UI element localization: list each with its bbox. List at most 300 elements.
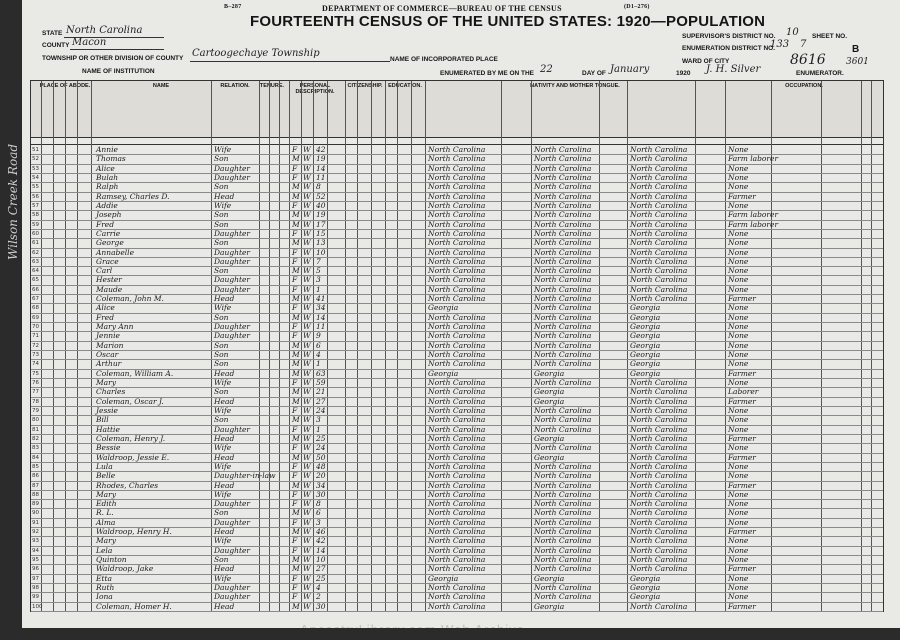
age-cell: 27 bbox=[316, 396, 326, 406]
enumerated-label: ENUMERATED BY ME ON THE bbox=[440, 70, 535, 77]
occupation-cell: None bbox=[728, 238, 749, 248]
father-birthplace-cell: Georgia bbox=[534, 433, 565, 443]
sex-cell: M bbox=[292, 368, 300, 378]
sex-cell: M bbox=[292, 415, 300, 425]
person-name: Arthur bbox=[96, 359, 122, 369]
sex-cell: M bbox=[292, 210, 300, 220]
person-name: Oscar bbox=[96, 350, 119, 360]
person-name: Mary bbox=[96, 536, 116, 546]
person-name: Coleman, Oscar J. bbox=[96, 396, 164, 406]
section-personal: PERSONAL DESCRIPTION. bbox=[295, 83, 335, 95]
section-tenure: TENURE. bbox=[259, 83, 285, 89]
race-cell: W bbox=[303, 322, 311, 332]
relation-cell: Wife bbox=[214, 303, 232, 313]
mother-birthplace-cell: North Carolina bbox=[630, 471, 688, 481]
mother-birthplace-cell: North Carolina bbox=[630, 191, 688, 201]
age-cell: 24 bbox=[316, 405, 326, 415]
line-number: 84 bbox=[32, 454, 39, 461]
relation-cell: Son bbox=[214, 555, 229, 565]
father-birthplace-cell: North Carolina bbox=[534, 228, 592, 238]
age-cell: 3 bbox=[316, 275, 321, 285]
line-number: 63 bbox=[32, 258, 39, 265]
column-rule bbox=[345, 81, 346, 611]
father-birthplace-cell: North Carolina bbox=[534, 256, 592, 266]
father-birthplace-cell: North Carolina bbox=[534, 415, 592, 425]
occupation-cell: Farmer bbox=[728, 433, 756, 443]
age-cell: 30 bbox=[316, 489, 326, 499]
race-cell: W bbox=[303, 266, 311, 276]
age-cell: 4 bbox=[316, 350, 321, 360]
sex-cell: M bbox=[292, 396, 300, 406]
age-cell: 14 bbox=[316, 545, 326, 555]
section-occupation: OCCUPATION. bbox=[785, 83, 823, 89]
mother-birthplace-cell: North Carolina bbox=[630, 396, 688, 406]
line-number: 60 bbox=[32, 230, 39, 237]
birthplace-cell: Georgia bbox=[428, 368, 459, 378]
birthplace-cell: North Carolina bbox=[428, 145, 486, 154]
father-birthplace-cell: North Carolina bbox=[534, 182, 592, 192]
column-rule bbox=[501, 81, 502, 611]
occupation-cell: Farm laborer bbox=[728, 219, 779, 229]
line-number: 79 bbox=[32, 407, 39, 414]
column-rule bbox=[211, 81, 212, 611]
age-cell: 1 bbox=[316, 284, 321, 294]
county-label: COUNTY bbox=[42, 42, 70, 49]
line-number: 99 bbox=[32, 594, 39, 601]
line-number: 93 bbox=[32, 538, 39, 545]
person-name: Mary bbox=[96, 378, 116, 387]
birthplace-cell: North Carolina bbox=[428, 200, 486, 210]
census-grid bbox=[30, 80, 884, 612]
occupation-cell: None bbox=[728, 443, 749, 453]
sex-cell: F bbox=[292, 284, 298, 294]
relation-cell: Daughter bbox=[214, 583, 250, 593]
relation-cell: Daughter bbox=[214, 517, 250, 527]
father-birthplace-cell: Georgia bbox=[534, 396, 565, 406]
person-name: Rhodes, Charles bbox=[96, 480, 159, 490]
mother-birthplace-cell: North Carolina bbox=[630, 200, 688, 210]
supervisor-label: SUPERVISOR'S DISTRICT NO. bbox=[682, 33, 776, 40]
line-number: 78 bbox=[32, 398, 39, 405]
person-name: Ramsey, Charles D. bbox=[96, 191, 170, 201]
age-cell: 9 bbox=[316, 331, 321, 341]
column-rule bbox=[627, 81, 628, 611]
father-birthplace-cell: North Carolina bbox=[534, 443, 592, 453]
line-number: 92 bbox=[32, 529, 39, 536]
sex-cell: M bbox=[292, 452, 300, 462]
age-cell: 19 bbox=[316, 154, 326, 164]
age-cell: 20 bbox=[316, 471, 326, 481]
birthplace-cell: North Carolina bbox=[428, 405, 486, 415]
father-birthplace-cell: North Carolina bbox=[534, 350, 592, 360]
race-cell: W bbox=[303, 508, 311, 518]
line-number: 76 bbox=[32, 380, 39, 386]
race-cell: W bbox=[303, 284, 311, 294]
age-cell: 1 bbox=[316, 359, 321, 369]
birthplace-cell: North Carolina bbox=[428, 275, 486, 285]
father-birthplace-cell: North Carolina bbox=[534, 424, 592, 434]
race-cell: W bbox=[303, 573, 311, 583]
father-birthplace-cell: North Carolina bbox=[534, 331, 592, 341]
mother-birthplace-cell: North Carolina bbox=[630, 489, 688, 499]
relation-cell: Son bbox=[214, 266, 229, 276]
age-cell: 1 bbox=[316, 424, 321, 434]
mother-birthplace-cell: North Carolina bbox=[630, 452, 688, 462]
sheet-letter: B bbox=[852, 44, 860, 55]
birthplace-cell: North Carolina bbox=[428, 219, 486, 229]
person-name: Ruth bbox=[96, 583, 115, 593]
race-cell: W bbox=[303, 340, 311, 350]
occupation-cell: None bbox=[728, 583, 749, 593]
relation-cell: Head bbox=[214, 564, 235, 574]
father-birthplace-cell: North Carolina bbox=[534, 172, 592, 182]
occupation-cell: None bbox=[728, 545, 749, 555]
sex-cell: M bbox=[292, 359, 300, 369]
line-number: 91 bbox=[32, 519, 39, 526]
sex-cell: M bbox=[292, 266, 300, 276]
race-cell: W bbox=[303, 387, 311, 397]
sex-cell: M bbox=[292, 564, 300, 574]
mother-birthplace-cell: North Carolina bbox=[630, 284, 688, 294]
relation-cell: Head bbox=[214, 480, 235, 490]
mother-birthplace-cell: North Carolina bbox=[630, 480, 688, 490]
race-cell: W bbox=[303, 228, 311, 238]
relation-cell: Daughter bbox=[214, 284, 250, 294]
father-birthplace-cell: North Carolina bbox=[534, 583, 592, 593]
person-name: Iona bbox=[96, 592, 113, 602]
father-birthplace-cell: North Carolina bbox=[534, 527, 592, 537]
birthplace-cell: North Carolina bbox=[428, 536, 486, 546]
age-cell: 5 bbox=[316, 266, 321, 276]
incorporated-label: NAME OF INCORPORATED PLACE bbox=[390, 56, 498, 63]
relation-cell: Wife bbox=[214, 200, 232, 210]
birthplace-cell: North Carolina bbox=[428, 340, 486, 350]
sex-cell: F bbox=[292, 471, 298, 481]
race-cell: W bbox=[303, 536, 311, 546]
mother-birthplace-cell: North Carolina bbox=[630, 387, 688, 397]
person-name: Coleman, John M. bbox=[96, 294, 164, 304]
birthplace-cell: North Carolina bbox=[428, 238, 486, 248]
father-birthplace-cell: North Carolina bbox=[534, 508, 592, 518]
relation-cell: Daughter bbox=[214, 163, 250, 173]
line-number: 70 bbox=[32, 324, 39, 331]
father-birthplace-cell: North Carolina bbox=[534, 517, 592, 527]
race-cell: W bbox=[303, 452, 311, 462]
occupation-cell: None bbox=[728, 284, 749, 294]
father-birthplace-cell: North Carolina bbox=[534, 266, 592, 276]
person-name: Coleman, Homer H. bbox=[96, 601, 172, 611]
mother-birthplace-cell: North Carolina bbox=[630, 517, 688, 527]
sex-cell: M bbox=[292, 601, 300, 611]
person-name: Grace bbox=[96, 256, 119, 266]
age-cell: 10 bbox=[316, 247, 326, 257]
mother-birthplace-cell: North Carolina bbox=[630, 182, 688, 192]
line-number: 95 bbox=[32, 557, 39, 564]
birthplace-cell: North Carolina bbox=[428, 322, 486, 332]
enumerator-label: ENUMERATOR. bbox=[796, 70, 844, 77]
sex-cell: F bbox=[292, 573, 298, 583]
birthplace-cell: Georgia bbox=[428, 573, 459, 583]
age-cell: 30 bbox=[316, 601, 326, 611]
occupation-cell: None bbox=[728, 256, 749, 266]
birthplace-cell: North Carolina bbox=[428, 350, 486, 360]
birthplace-cell: North Carolina bbox=[428, 331, 486, 341]
age-cell: 50 bbox=[316, 452, 326, 462]
relation-cell: Daughter bbox=[214, 247, 250, 257]
birthplace-cell: North Carolina bbox=[428, 452, 486, 462]
line-number: 94 bbox=[32, 547, 39, 554]
race-cell: W bbox=[303, 172, 311, 182]
father-birthplace-cell: North Carolina bbox=[534, 154, 592, 164]
line-number: 73 bbox=[32, 352, 39, 359]
sex-cell: F bbox=[292, 489, 298, 499]
corner-number: 3601 bbox=[846, 57, 869, 67]
father-birthplace-cell: Georgia bbox=[534, 601, 565, 611]
occupation-cell: None bbox=[728, 340, 749, 350]
birthplace-cell: North Carolina bbox=[428, 387, 486, 397]
occupation-cell: None bbox=[728, 172, 749, 182]
father-birthplace-cell: North Carolina bbox=[534, 247, 592, 257]
sex-cell: F bbox=[292, 545, 298, 555]
sex-cell: M bbox=[292, 433, 300, 443]
line-number: 98 bbox=[32, 585, 39, 592]
occupation-cell: None bbox=[728, 499, 749, 509]
line-number: 67 bbox=[32, 296, 39, 303]
person-name: Waldroop, Jake bbox=[96, 564, 154, 574]
line-number: 69 bbox=[32, 314, 39, 321]
age-cell: 8 bbox=[316, 499, 321, 509]
race-cell: W bbox=[303, 527, 311, 537]
age-cell: 41 bbox=[316, 294, 326, 304]
person-name: Carl bbox=[96, 266, 113, 276]
mother-birthplace-cell: Georgia bbox=[630, 583, 661, 593]
line-number: 87 bbox=[32, 482, 39, 489]
age-cell: 14 bbox=[316, 163, 326, 173]
race-cell: W bbox=[303, 545, 311, 555]
township-underline bbox=[190, 61, 390, 62]
state-label: STATE bbox=[42, 30, 63, 37]
ward-label: WARD OF CITY bbox=[682, 58, 730, 65]
sex-cell: M bbox=[292, 527, 300, 537]
person-name: Marion bbox=[96, 340, 124, 350]
relation-cell: Wife bbox=[214, 378, 232, 387]
birthplace-cell: North Carolina bbox=[428, 480, 486, 490]
sex-cell: M bbox=[292, 480, 300, 490]
race-cell: W bbox=[303, 294, 311, 304]
relation-cell: Son bbox=[214, 210, 229, 220]
sex-cell: F bbox=[292, 461, 298, 471]
column-rule bbox=[269, 81, 270, 611]
father-birthplace-cell: North Carolina bbox=[534, 592, 592, 602]
township-value: Cartoogechaye Township bbox=[192, 48, 320, 59]
person-name: Coleman, Henry J. bbox=[96, 433, 166, 443]
supervisor-value: 10 bbox=[786, 27, 799, 38]
sex-cell: M bbox=[292, 191, 300, 201]
line-number: 96 bbox=[32, 566, 39, 573]
father-birthplace-cell: North Carolina bbox=[534, 378, 592, 387]
race-cell: W bbox=[303, 443, 311, 453]
relation-cell: Wife bbox=[214, 489, 232, 499]
age-cell: 27 bbox=[316, 564, 326, 574]
person-name: Hester bbox=[96, 275, 122, 285]
person-name: Fred bbox=[96, 312, 115, 322]
person-name: Edith bbox=[96, 499, 117, 509]
occupation-cell: None bbox=[728, 266, 749, 276]
father-birthplace-cell: North Carolina bbox=[534, 359, 592, 369]
occupation-cell: Farm laborer bbox=[728, 210, 779, 220]
mother-birthplace-cell: North Carolina bbox=[630, 172, 688, 182]
occupation-cell: None bbox=[728, 573, 749, 583]
relation-cell: Son bbox=[214, 182, 229, 192]
column-rule bbox=[301, 81, 302, 611]
section-place-of-abode: PLACE OF ABODE. bbox=[39, 83, 91, 89]
occupation-cell: None bbox=[728, 536, 749, 546]
sex-cell: F bbox=[292, 200, 298, 210]
column-rule bbox=[313, 81, 314, 611]
column-rule bbox=[725, 81, 726, 611]
occupation-cell: Farmer bbox=[728, 480, 756, 490]
birthplace-cell: North Carolina bbox=[428, 256, 486, 266]
line-number: 90 bbox=[32, 510, 39, 517]
birthplace-cell: North Carolina bbox=[428, 191, 486, 201]
relation-cell: Head bbox=[214, 433, 235, 443]
father-birthplace-cell: North Carolina bbox=[534, 294, 592, 304]
occupation-cell: None bbox=[728, 331, 749, 341]
age-cell: 42 bbox=[316, 145, 326, 154]
scan-edge-bottom bbox=[0, 628, 900, 640]
sex-cell: F bbox=[292, 256, 298, 266]
race-cell: W bbox=[303, 350, 311, 360]
line-number: 86 bbox=[32, 473, 39, 480]
race-cell: W bbox=[303, 247, 311, 257]
sheet-value: 7 bbox=[800, 39, 807, 50]
race-cell: W bbox=[303, 359, 311, 369]
race-cell: W bbox=[303, 163, 311, 173]
page-title: FOURTEENTH CENSUS OF THE UNITED STATES: 1920—POPULATION bbox=[250, 13, 766, 30]
relation-cell: Head bbox=[214, 601, 235, 611]
county-value: Macon bbox=[72, 37, 107, 48]
occupation-cell: Farmer bbox=[728, 601, 756, 611]
mother-birthplace-cell: North Carolina bbox=[630, 545, 688, 555]
occupation-cell: None bbox=[728, 415, 749, 425]
race-cell: W bbox=[303, 275, 311, 285]
mother-birthplace-cell: North Carolina bbox=[630, 461, 688, 471]
mother-birthplace-cell: North Carolina bbox=[630, 238, 688, 248]
column-rule bbox=[77, 81, 78, 611]
race-cell: W bbox=[303, 191, 311, 201]
mother-birthplace-cell: Georgia bbox=[630, 312, 661, 322]
birthplace-cell: North Carolina bbox=[428, 499, 486, 509]
mother-birthplace-cell: North Carolina bbox=[630, 527, 688, 537]
enumerator-name: J. H. Silver bbox=[706, 64, 761, 75]
age-cell: 14 bbox=[316, 312, 326, 322]
mother-birthplace-cell: North Carolina bbox=[630, 247, 688, 257]
father-birthplace-cell: Georgia bbox=[534, 573, 565, 583]
relation-cell: Son bbox=[214, 359, 229, 369]
relation-cell: Head bbox=[214, 396, 235, 406]
race-cell: W bbox=[303, 238, 311, 248]
age-cell: 3 bbox=[316, 415, 321, 425]
birthplace-cell: North Carolina bbox=[428, 154, 486, 164]
occupation-cell: None bbox=[728, 424, 749, 434]
relation-cell: Daughter bbox=[214, 275, 250, 285]
line-number: 52 bbox=[32, 156, 39, 163]
mother-birthplace-cell: Georgia bbox=[630, 368, 661, 378]
mother-birthplace-cell: North Carolina bbox=[630, 294, 688, 304]
person-name: George bbox=[96, 238, 124, 248]
column-rule bbox=[599, 81, 600, 611]
line-number: 85 bbox=[32, 463, 39, 470]
column-rule bbox=[65, 81, 66, 611]
occupation-cell: None bbox=[728, 378, 749, 387]
mother-birthplace-cell: North Carolina bbox=[630, 163, 688, 173]
sex-cell: M bbox=[292, 555, 300, 565]
sex-cell: F bbox=[292, 583, 298, 593]
birthplace-cell: North Carolina bbox=[428, 228, 486, 238]
person-name: Lula bbox=[96, 461, 113, 471]
sex-cell: M bbox=[292, 182, 300, 192]
mother-birthplace-cell: Georgia bbox=[630, 359, 661, 369]
father-birthplace-cell: North Carolina bbox=[534, 303, 592, 313]
race-cell: W bbox=[303, 210, 311, 220]
birthplace-cell: North Carolina bbox=[428, 266, 486, 276]
person-name: Waldroop, Jessie E. bbox=[96, 452, 170, 462]
column-rule bbox=[871, 81, 872, 611]
person-name: Alma bbox=[96, 517, 116, 527]
sex-cell: F bbox=[292, 247, 298, 257]
race-cell: W bbox=[303, 499, 311, 509]
line-number: 62 bbox=[32, 249, 39, 256]
race-cell: W bbox=[303, 489, 311, 499]
relation-cell: Daughter bbox=[214, 228, 250, 238]
person-name: Charles bbox=[96, 387, 126, 397]
father-birthplace-cell: North Carolina bbox=[534, 275, 592, 285]
year-value: 1920 bbox=[676, 70, 691, 77]
mother-birthplace-cell: North Carolina bbox=[630, 536, 688, 546]
mother-birthplace-cell: North Carolina bbox=[630, 499, 688, 509]
age-cell: 25 bbox=[316, 433, 326, 443]
mother-birthplace-cell: North Carolina bbox=[630, 378, 688, 387]
birthplace-cell: North Carolina bbox=[428, 601, 486, 611]
birthplace-cell: North Carolina bbox=[428, 555, 486, 565]
birthplace-cell: North Carolina bbox=[428, 583, 486, 593]
line-number: 89 bbox=[32, 501, 39, 508]
relation-cell: Wife bbox=[214, 461, 232, 471]
age-cell: 24 bbox=[316, 443, 326, 453]
sex-cell: F bbox=[292, 405, 298, 415]
line-number: 64 bbox=[32, 268, 39, 275]
occupation-cell: None bbox=[728, 145, 749, 154]
father-birthplace-cell: North Carolina bbox=[534, 564, 592, 574]
line-number: 65 bbox=[32, 277, 39, 284]
race-cell: W bbox=[303, 433, 311, 443]
relation-cell: Head bbox=[214, 191, 235, 201]
birthplace-cell: North Carolina bbox=[428, 359, 486, 369]
occupation-cell: Farm laborer bbox=[728, 154, 779, 164]
person-name: Bessie bbox=[96, 443, 121, 453]
race-cell: W bbox=[303, 368, 311, 378]
state-value: North Carolina bbox=[66, 25, 143, 36]
line-number: 83 bbox=[32, 445, 39, 452]
column-rule bbox=[41, 81, 42, 611]
age-cell: 52 bbox=[316, 191, 326, 201]
line-number: 56 bbox=[32, 193, 39, 200]
age-cell: 42 bbox=[316, 536, 326, 546]
occupation-cell: None bbox=[728, 350, 749, 360]
sex-cell: M bbox=[292, 238, 300, 248]
line-number: 68 bbox=[32, 305, 39, 312]
sex-cell: F bbox=[292, 163, 298, 173]
